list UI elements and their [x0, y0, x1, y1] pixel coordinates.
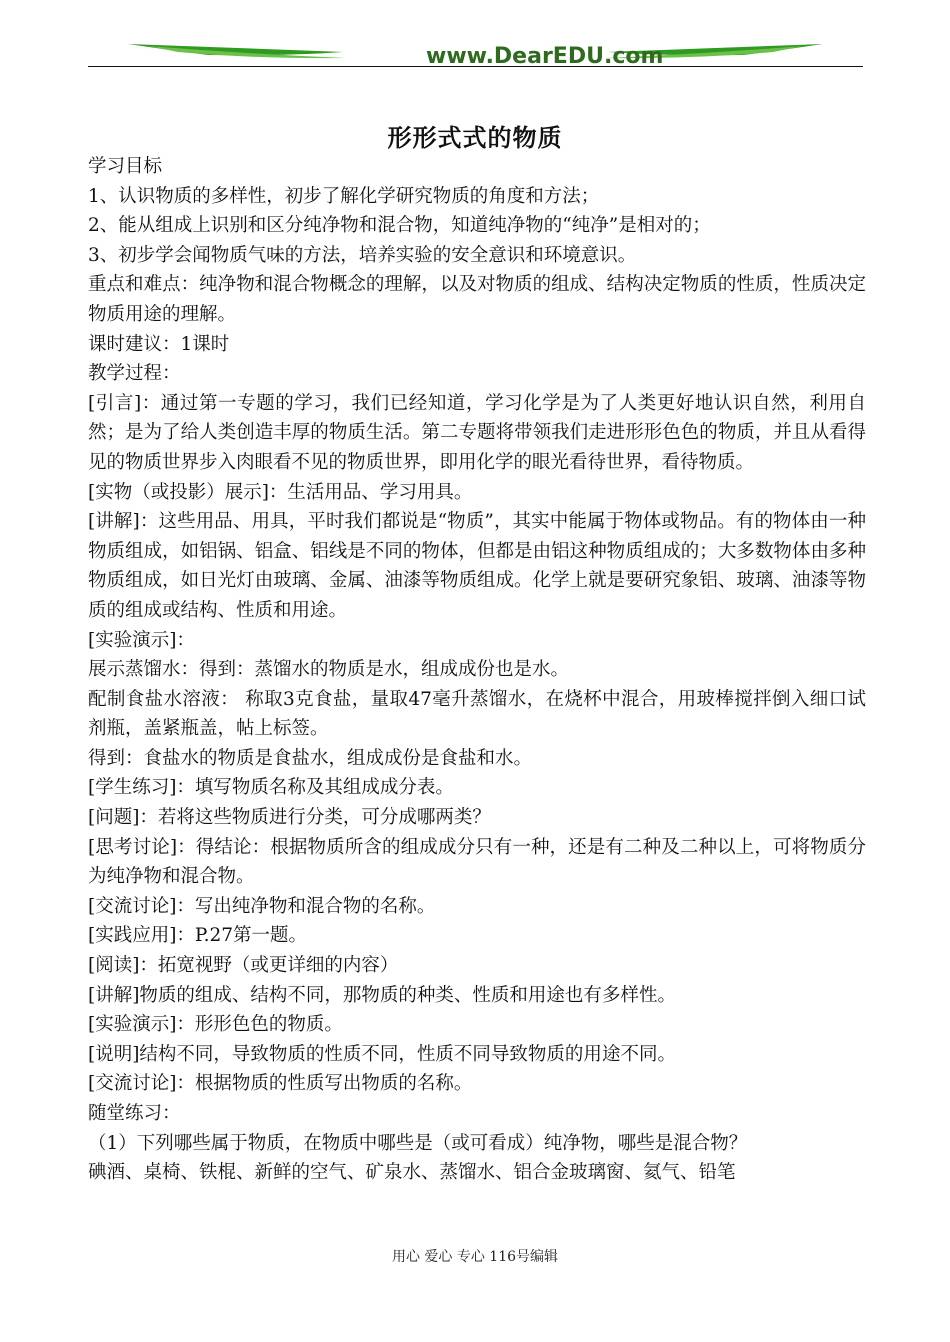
paragraph: [实物（或投影）展示]：生活用品、学习用具。: [88, 481, 473, 503]
paragraph: [讲解]：这些用品、用具，平时我们都说是“物质”，其实中能属于物体或物品。有的物体由一种物质组成，如铝锅、铝盒、铝线是不同的物体，但都是由铝这种物质组成的；大多数物体由多种物质组成，如日光灯由玻璃、金属、油漆等物质组成。化学上就是要研究象铝、玻璃、油漆等物质的组成或结构、性质和用途。: [88, 511, 866, 621]
site-header: [88, 36, 863, 70]
paragraph: 2、能从组成上识别和区分纯净物和混合物，知道纯净物的“纯净”是相对的；: [88, 215, 711, 237]
paragraph: [说明]结构不同，导致物质的性质不同，性质不同导致物质的用途不同。: [88, 1043, 676, 1065]
paragraph: [阅读]：拓宽视野（或更详细的内容）: [88, 955, 399, 977]
paragraph: [实验演示]：形形色色的物质。: [88, 1014, 343, 1036]
paragraph: 碘酒、桌椅、铁棍、新鲜的空气、矿泉水、蒸馏水、铝合金玻璃窗、氦气、铅笔: [88, 1162, 736, 1184]
paragraph: 学习目标: [88, 156, 163, 177]
paragraph: [思考讨论]：得结论：根据物质所含的组成成分只有一种，还是有二种及二种以上，可将物质分为纯净物和混合物。: [88, 836, 866, 888]
paragraph: 得到：食盐水的物质是食盐水，组成成份是食盐和水。: [88, 747, 533, 769]
paragraph: [讲解]物质的组成、结构不同，那物质的种类、性质和用途也有多样性。: [88, 984, 676, 1006]
paragraph: 1、认识物质的多样性，初步了解化学研究物质的角度和方法；: [88, 185, 600, 207]
paragraph: [问题]：若将这些物质进行分类，可分成哪两类？: [88, 807, 491, 829]
page-footer: 用心 爱心 专心 116号编辑: [391, 1249, 559, 1265]
paragraph: 3、初步学会闻物质气味的方法，培养实验的安全意识和环境意识。: [88, 244, 637, 266]
header-divider: [88, 66, 863, 67]
paragraph: （1）下列哪些属于物质，在物质中哪些是（或可看成）纯净物，哪些是混合物？: [88, 1132, 748, 1154]
paragraph: [学生练习]：填写物质名称及其组成成分表。: [88, 777, 454, 799]
paragraph: [交流讨论]：根据物质的性质写出物质的名称。: [88, 1073, 473, 1095]
page-title: 形形式式的物质: [387, 123, 563, 152]
paragraph: 配制食盐水溶液： 称取3克食盐，量取47毫升蒸馏水，在烧杯中混合，用玻棒搅拌倒入细口试剂瓶，盖紧瓶盖，帖上标签。: [88, 688, 866, 740]
paragraph: [引言]：通过第一专题的学习，我们已经知道，学习化学是为了人类更好地认识自然，利用自然；是为了给人类创造丰厚的物质生活。第二专题将带领我们走进形形色色的物质，并且从看得见的物质世界步入肉眼看不见的物质世界，即用化学的眼光看待世界，看待物质。: [88, 392, 866, 473]
paragraph: [实践应用]：P.27第一题。: [88, 925, 308, 947]
paragraph: 课时建议：1课时: [88, 333, 230, 355]
site-url-text: www.DearEDU.com: [426, 44, 664, 69]
paragraph: 教学过程：: [88, 363, 181, 385]
paragraph: [交流讨论]：写出纯净物和混合物的名称。: [88, 895, 436, 917]
document-body: [88, 152, 866, 1188]
paragraph: 展示蒸馏水：得到：蒸馏水的物质是水，组成成份也是水。: [88, 659, 570, 681]
paragraph: 重点和难点：纯净物和混合物概念的理解，以及对物质的组成、结构决定物质的性质，性质决定物质用途的理解。: [88, 274, 866, 325]
paragraph: [实验演示]：: [88, 629, 195, 651]
paragraph: 随堂练习：: [88, 1103, 181, 1124]
